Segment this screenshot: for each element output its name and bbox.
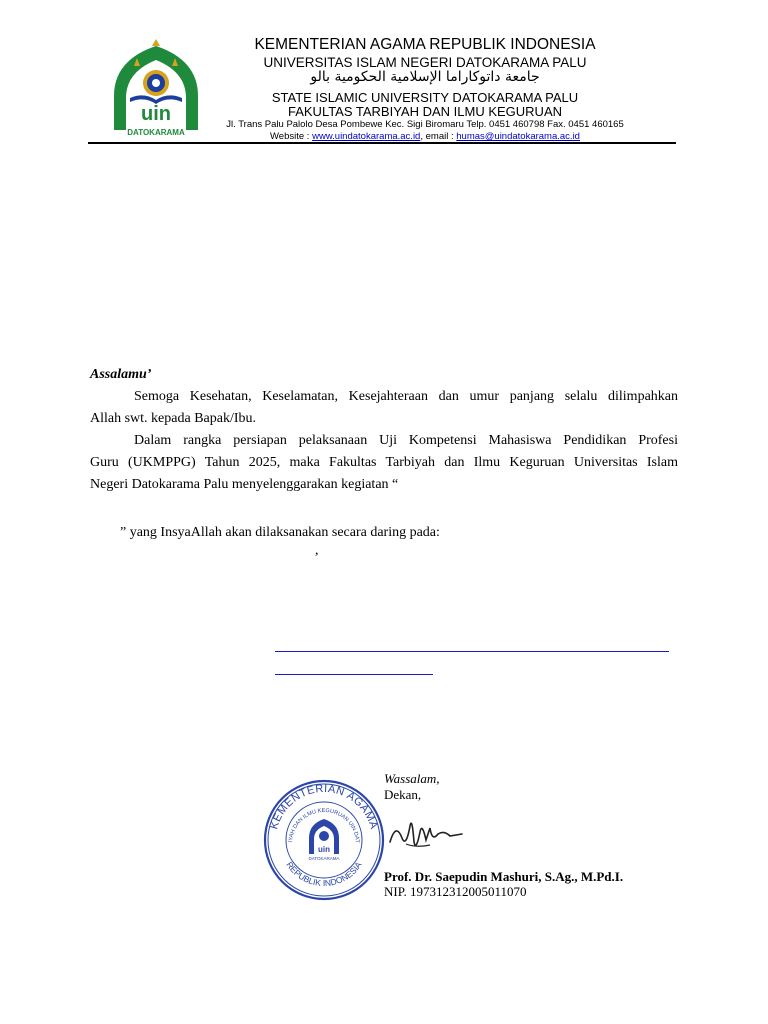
- paragraph-1-line-1: Semoga Kesehatan, Keselamatan, Kesejahteraan dan umur panjang selalu dilimpahkan: [134, 389, 678, 404]
- university-name-english: STATE ISLAMIC UNIVERSITY DATOKARAMA PALU: [271, 90, 579, 105]
- stamp-inner-text: IYAH DAN ILMU KEGURUAN UIN DAT: [288, 807, 361, 844]
- svg-text:REPUBLIK INDONESIA: [284, 860, 363, 888]
- closing-title: Dekan,: [384, 787, 422, 802]
- university-name-arabic: جامعة داتوكاراما الإسلامية الحكومية بالو: [310, 69, 540, 85]
- letterhead-divider: [88, 142, 676, 144]
- ministry-name: KEMENTERIAN AGAMA REPUBLIK INDONESIA: [254, 36, 596, 53]
- paragraph-3: ” yang InsyaAllah akan dilaksanakan secara daring pada:: [120, 525, 440, 540]
- university-name: UNIVERSITAS ISLAM NEGERI DATOKARAMA PALU: [263, 55, 587, 70]
- paragraph-1-line-2: Allah swt. kepada Bapak/Ibu.: [90, 411, 257, 426]
- link-underline-2[interactable]: [275, 674, 433, 675]
- signature-image: [386, 812, 466, 858]
- email-label: , email :: [420, 131, 457, 142]
- stamp-logo-caption: DATOKARAMA: [308, 856, 340, 861]
- greeting: Assalamu’: [90, 367, 152, 382]
- address-line: Jl. Trans Palu Palolo Desa Pombewe Kec. Sigi Biromaru Telp. 0451 460798 Fax. 0451 460165: [226, 119, 624, 130]
- stray-comma: ,: [315, 543, 319, 558]
- contact-line: [200, 131, 650, 142]
- faculty-name: FAKULTAS TARBIYAH DAN ILMU KEGURUAN: [287, 104, 562, 119]
- signatory-nip: NIP. 197312312005011070: [384, 884, 527, 899]
- closing-wassalam: Wassalam,: [384, 771, 440, 786]
- link-underline-1[interactable]: [275, 651, 669, 652]
- email-link[interactable]: humas@uindatokarama.ac.id: [456, 131, 580, 142]
- official-stamp: [262, 778, 386, 902]
- paragraph-2-line-2: Guru (UKMPPG) Tahun 2025, maka Fakultas Tarbiyah dan Ilmu Keguruan Universitas Islam: [90, 455, 678, 470]
- university-logo: [106, 38, 206, 140]
- stamp-top-text: KEMENTERIAN AGAMA: [268, 782, 380, 831]
- paragraph-2-line-1: Dalam rangka persiapan pelaksanaan Uji Kompetensi Mahasiswa Pendidikan Profesi: [134, 433, 678, 448]
- paragraph-2-line-3: Negeri Datokarama Palu menyelenggarakan kegiatan “: [90, 477, 399, 492]
- logo-uin-text: uin: [141, 103, 171, 125]
- signatory-name: Prof. Dr. Saepudin Mashuri, S.Ag., M.Pd.I.: [384, 869, 624, 884]
- stamp-logo-text: uin: [318, 845, 330, 854]
- website-link[interactable]: www.uindatokarama.ac.id: [312, 131, 421, 142]
- stamp-bottom-text: REPUBLIK INDONESIA: [284, 859, 364, 889]
- website-label: Website :: [270, 131, 313, 142]
- logo-caption: DATOKARAMA: [127, 128, 185, 137]
